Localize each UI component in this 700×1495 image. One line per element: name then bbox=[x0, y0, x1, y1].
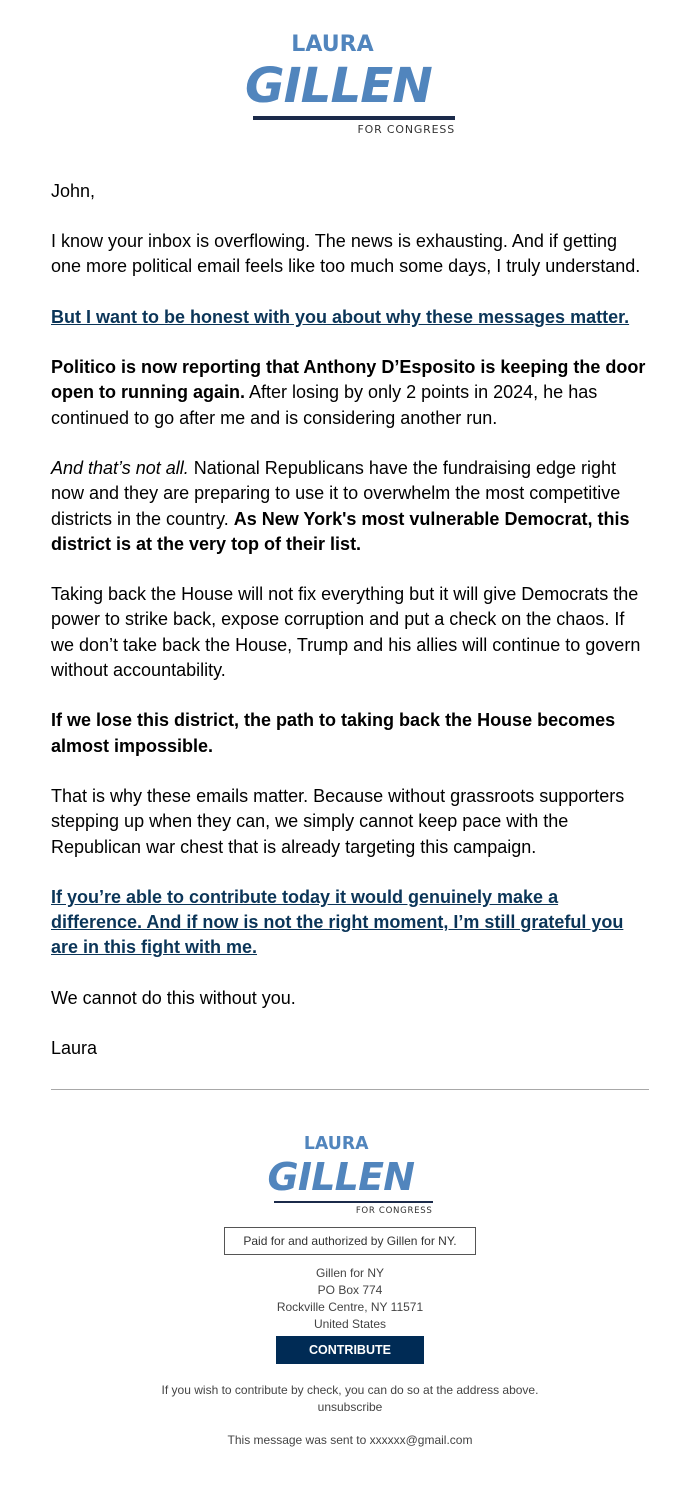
contribute-link[interactable]: If you’re able to contribute today it would genuinely make a difference. And if now is not the right moment, I’m still grateful you are in this fight with me. bbox=[51, 886, 624, 958]
bold-text: Politico is now reporting that Anthony D’Esposito is keeping the door open to running again. bbox=[51, 357, 646, 403]
check-note: If you wish to contribute by check, you can do so at the address above. bbox=[161, 1382, 539, 1397]
address-line: United States bbox=[313, 1316, 387, 1331]
honest-link[interactable]: But I want to be honest with you about why these messages matter. bbox=[51, 306, 630, 327]
paid-for-notice: Paid for and authorized by Gillen for NY. bbox=[224, 1227, 476, 1255]
campaign-logo bbox=[245, 0, 455, 137]
paragraph bbox=[51, 708, 651, 759]
italic-text: And that’s not all. bbox=[51, 457, 189, 478]
logo-bar bbox=[274, 1201, 432, 1204]
footer bbox=[0, 1227, 700, 1463]
paragraph: We cannot do this without you. bbox=[51, 987, 296, 1008]
text: After losing by only 2 points in 2024, he has continued to go after me and is considering another run. bbox=[51, 382, 598, 428]
footer-logo bbox=[268, 1090, 433, 1216]
paragraph bbox=[51, 456, 651, 557]
logo-first-name: LAURA bbox=[303, 1134, 369, 1155]
logo-tagline: FOR CONGRESS bbox=[355, 1205, 433, 1216]
address-line: Gillen for NY bbox=[315, 1265, 385, 1280]
address-line: Rockville Centre, NY 11571 bbox=[276, 1299, 424, 1314]
paragraph: I know your inbox is overflowing. The news is exhausting. And if getting one more political email feels like too much some days, I truly understand. bbox=[51, 231, 641, 277]
greeting: John, bbox=[51, 180, 96, 201]
signature: Laura bbox=[51, 1038, 98, 1058]
logo-last-name: GILLEN bbox=[267, 1155, 415, 1200]
unsubscribe-link[interactable]: unsubscribe bbox=[317, 1399, 383, 1414]
logo-bar bbox=[253, 116, 455, 120]
paragraph bbox=[51, 355, 651, 431]
contribute-button[interactable]: CONTRIBUTE bbox=[276, 1336, 424, 1364]
bold-text: If we lose this district, the path to taking back the House becomes almost impossible. bbox=[51, 710, 616, 756]
email-body bbox=[51, 179, 651, 1061]
sent-to-notice: This message was sent to xxxxxx@gmail.com bbox=[227, 1432, 473, 1447]
logo-last-name: GILLEN bbox=[245, 58, 432, 115]
logo-first-name: LAURA bbox=[291, 32, 374, 57]
logo-tagline: FOR CONGRESS bbox=[357, 122, 455, 136]
paragraph: That is why these emails matter. Because without grassroots supporters stepping up when they can, we simply cannot keep pace with the Republican war chest that is already targeting this campaign. bbox=[51, 785, 625, 857]
mailing-address bbox=[0, 1265, 700, 1333]
bold-text: As New York's most vulnerable Democrat, this district is at the very top of their list. bbox=[51, 508, 630, 554]
paragraph: Taking back the House will not fix everything but it will give Democrats the power to strike back, expose corruption and put a check on the chaos. If we don’t take back the House, Trump and his allies will continue to govern without accountability. bbox=[51, 584, 641, 681]
address-line: PO Box 774 bbox=[317, 1282, 383, 1297]
text: National Republicans have the fundraising edge right now and they are preparing to use it to overwhelm the most competitive districts in the country. bbox=[51, 457, 621, 529]
